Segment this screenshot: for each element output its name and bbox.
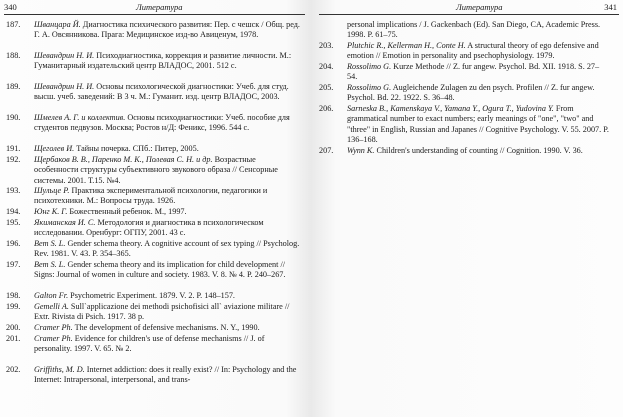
reference-author: Юнг К. Г. — [34, 207, 68, 216]
reference-number: 207. — [319, 146, 334, 155]
reference-entry — [6, 207, 302, 217]
reference-number: 204. — [319, 62, 334, 71]
right-running-head — [319, 1, 619, 15]
reference-number: 191. — [6, 144, 21, 153]
reference-author: Cramer Ph. — [34, 323, 73, 332]
reference-number: 190. — [6, 113, 21, 122]
reference-text: Gender schema theory and its implication for child development // Signs: Journal of women in culture and society. 1983. V. 8. № 4. P. 240–267. — [34, 260, 286, 280]
reference-text: Sull`applicazione dei methodi psichofisici all` aviazione militare // Extr. Rivista di Psich. 1917. 38 p. — [34, 302, 290, 322]
reference-number: 196. — [6, 239, 21, 248]
reference-author: Шевандрин Н. И. — [34, 82, 95, 91]
reference-text: A structural theory of ego defensive and emotion // Emotion in personality and psechophysiology. 1979. — [347, 41, 599, 61]
reference-author: Щеголев И. — [34, 144, 75, 153]
reference-text: Children's understanding of counting // Cognition. 1990. V. 36. — [374, 146, 583, 155]
reference-entry — [6, 51, 302, 72]
reference-number: 202. — [6, 365, 21, 374]
reference-author: Bem S. L. — [34, 239, 66, 248]
reference-number: 206. — [319, 104, 334, 113]
reference-entry — [6, 20, 302, 41]
reference-entry — [6, 186, 302, 207]
reference-text: Практика экспериментальной психологии, педагогики и психотехники. М.: Вопросы труда. 1926. — [34, 186, 268, 206]
reference-text: Методология и диагностика в психологическом исследовании. Оренбург: ОГПУ, 2001. 43 с. — [34, 218, 264, 238]
reference-author: Шевандрин Н. И. — [34, 51, 95, 60]
reference-author: Bem S. L. — [34, 260, 66, 269]
reference-entry — [6, 302, 302, 323]
reference-text: Божественный ребенок. М., 1997. — [67, 207, 187, 216]
reference-number: 198. — [6, 291, 21, 300]
right-page — [311, 0, 623, 417]
reference-number: 193. — [6, 186, 21, 195]
reference-entry — [6, 113, 302, 134]
reference-text: The development of defensive mechanisms. N. Y., 1990. — [72, 323, 260, 332]
reference-author: Rossolimo G. — [347, 83, 392, 92]
running-title: Литература — [136, 2, 183, 12]
reference-text: personal implications / J. Gackenbach (Ed). San Diego, CA, Academic Press. 1998. P. 61–75. — [347, 20, 601, 40]
reference-entry — [319, 62, 609, 83]
reference-text: From grammatical number to exact numbers; early meanings of "one", "two" and "three" in English, Russian and Japanes // Cognitive Psychology. V. 55. 2007. P. 136–168. — [347, 104, 609, 144]
reference-author: Шмелев А. Г. и коллектив. — [34, 113, 126, 122]
reference-entry — [319, 83, 609, 104]
reference-author: Plutchic R., Kellerman H., Conte H. — [347, 41, 466, 50]
reference-text: Психодиагностика, коррекция и развитие личности. М.: Гуманитарный издательский центр ВЛАДОС, 2001. 512 с. — [34, 51, 292, 71]
reference-text: Kurze Methode // Z. fur angew. Psychol. Bd. XII. 1918. S. 27–54. — [347, 62, 600, 82]
running-title: Литература — [456, 2, 503, 12]
reference-text: Evidence for children's use of defense mechanisms // J. of personality. 1997. V. 65. № 2. — [34, 334, 265, 354]
reference-author: Gemelli A. — [34, 302, 69, 311]
reference-number: 201. — [6, 334, 21, 343]
reference-text: Psychometric Experiment. 1879. V. 2. P. 148–157. — [68, 291, 235, 300]
reference-text: Диагностика психического развития: Пер. с чешск / Общ. ред. Г. А. Овсянникова. Прага: Медицинское изд-во Авиценум, 1978. — [34, 20, 300, 40]
reference-entry — [319, 41, 609, 62]
reference-author: Cramer Ph. — [34, 334, 73, 343]
reference-number: 189. — [6, 82, 21, 91]
page-number: 340 — [4, 2, 17, 12]
reference-author: Шульце Р. — [34, 186, 70, 195]
reference-entry — [6, 334, 302, 355]
reference-number: 192. — [6, 155, 21, 164]
reference-number: 199. — [6, 302, 21, 311]
reference-author: Sarneska B., Kamenskaya V., Yamana Y., Ogura T., Yudovina Y. — [347, 104, 554, 113]
reference-entry — [6, 260, 302, 281]
reference-author: Щербаков В. В., Паренко М. К., Полевая С. Н. и др. — [34, 155, 213, 164]
reference-entry — [6, 291, 302, 301]
reference-entry — [319, 104, 609, 145]
reference-author: Шванцара Й. — [34, 20, 81, 29]
reference-author: Rossolimo G. — [347, 62, 392, 71]
reference-number: 203. — [319, 41, 334, 50]
reference-number: 188. — [6, 51, 21, 60]
reference-author: Якиманская И. С. — [34, 218, 96, 227]
reference-number: 197. — [6, 260, 21, 269]
reference-number: 200. — [6, 323, 21, 332]
reference-author: Wynn K. — [347, 146, 375, 155]
reference-text: Тайны почерка. СПб.: Питер, 2005. — [74, 144, 199, 153]
left-page — [0, 0, 311, 417]
reference-number: 194. — [6, 207, 21, 216]
reference-text: Gender schema theory. A cognitive account of sex typing // Psycholog. Rev. 1981. V. 43. P. 354–365. — [34, 239, 300, 259]
reference-text: Возрастные особенности структуры субъективного звукового образа // Сенсорные системы. 2001. Т.15. №4. — [34, 155, 278, 185]
reference-entry — [6, 323, 302, 333]
reference-entry — [6, 155, 302, 186]
reference-text: Основы психодиагностики: Учеб. пособие для студентов педвузов. Москва; Ростов н/Д: Феникс, 1996. 544 с. — [34, 113, 290, 133]
page-number: 341 — [604, 2, 617, 12]
reference-entry — [319, 146, 609, 156]
reference-number: 187. — [6, 20, 21, 29]
reference-text: Internet addiction: does it really exist? // In: Psychology and the Internet: Intrapersonal, interpersonal, and trans- — [34, 365, 297, 385]
reference-number: 195. — [6, 218, 21, 227]
reference-number: 205. — [319, 83, 334, 92]
reference-entry — [6, 365, 302, 386]
reference-entry — [6, 239, 302, 260]
reference-entry — [6, 144, 302, 154]
reference-continuation — [319, 20, 609, 41]
left-running-head — [4, 1, 305, 15]
reference-entry — [6, 82, 302, 103]
reference-author: Griffiths, M. D. — [34, 365, 85, 374]
reference-author: Galton Fr. — [34, 291, 69, 300]
reference-entry — [6, 218, 302, 239]
reference-text: Augleichende Zulagen zu den psych. Profilen // Z. fur angew. Psychol. Bd. 22. 1922. S. 36–48. — [347, 83, 595, 103]
reference-text: Основы психологической диагностики: Учеб. для студ. высш. учеб. заведений: В 3 ч. М.: Гуманит. изд. центр ВЛАДОС, 2003. — [34, 82, 289, 102]
